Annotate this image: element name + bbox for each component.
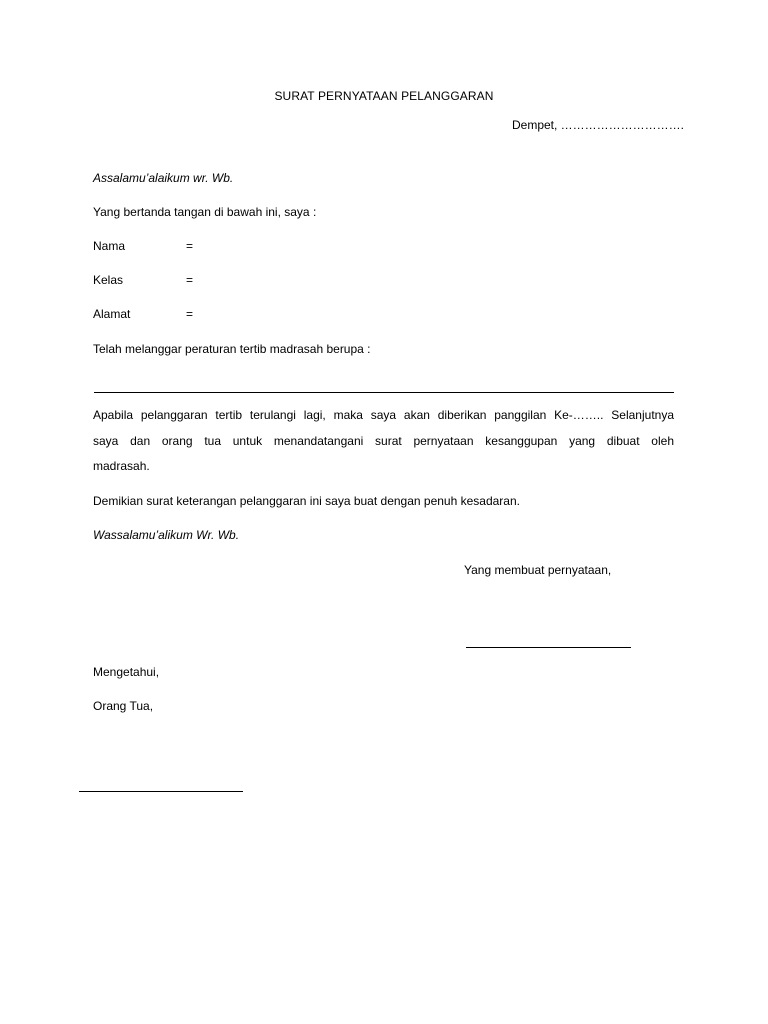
place-date: Dempet, …………………………. [512, 118, 685, 132]
field-label-kelas: Kelas [93, 273, 124, 287]
field-label-alamat: Alamat [93, 307, 131, 321]
acknowledged-label: Mengetahui, [93, 665, 160, 679]
consequence-paragraph [93, 403, 674, 480]
closing-statement: Demikian surat keterangan pelanggaran ini saya buat dengan penuh kesadaran. [93, 494, 520, 508]
field-separator-nama: = [186, 239, 194, 253]
violation-intro: Telah melanggar peraturan tertib madrasah berupa : [93, 342, 371, 356]
opening-greeting: Assalamu’alaikum wr. Wb. [93, 171, 234, 185]
parent-signature-line [79, 791, 243, 792]
field-separator-alamat: = [186, 307, 194, 321]
paragraph-line: Apabila pelanggaran tertib terulangi lagi, maka saya akan diberikan panggilan Ke-…….. Selanjutnya [93, 408, 674, 422]
paragraph-line: saya dan orang tua untuk menandatangani surat pernyataan kesanggupan yang dibuat oleh [93, 433, 674, 448]
field-separator-kelas: = [186, 273, 194, 287]
field-label-nama: Nama [93, 239, 126, 253]
intro-text: Yang bertanda tangan di bawah ini, saya : [93, 205, 317, 219]
parent-label: Orang Tua, [93, 699, 154, 713]
paragraph-line: madrasah. [93, 459, 150, 473]
closing-greeting: Wassalamu’alikum Wr. Wb. [93, 528, 240, 542]
signer-label: Yang membuat pernyataan, [464, 563, 612, 577]
signer-signature-line [466, 647, 631, 648]
document-title: SURAT PERNYATAAN PELANGGARAN [274, 89, 494, 103]
violation-fill-line [94, 392, 674, 393]
